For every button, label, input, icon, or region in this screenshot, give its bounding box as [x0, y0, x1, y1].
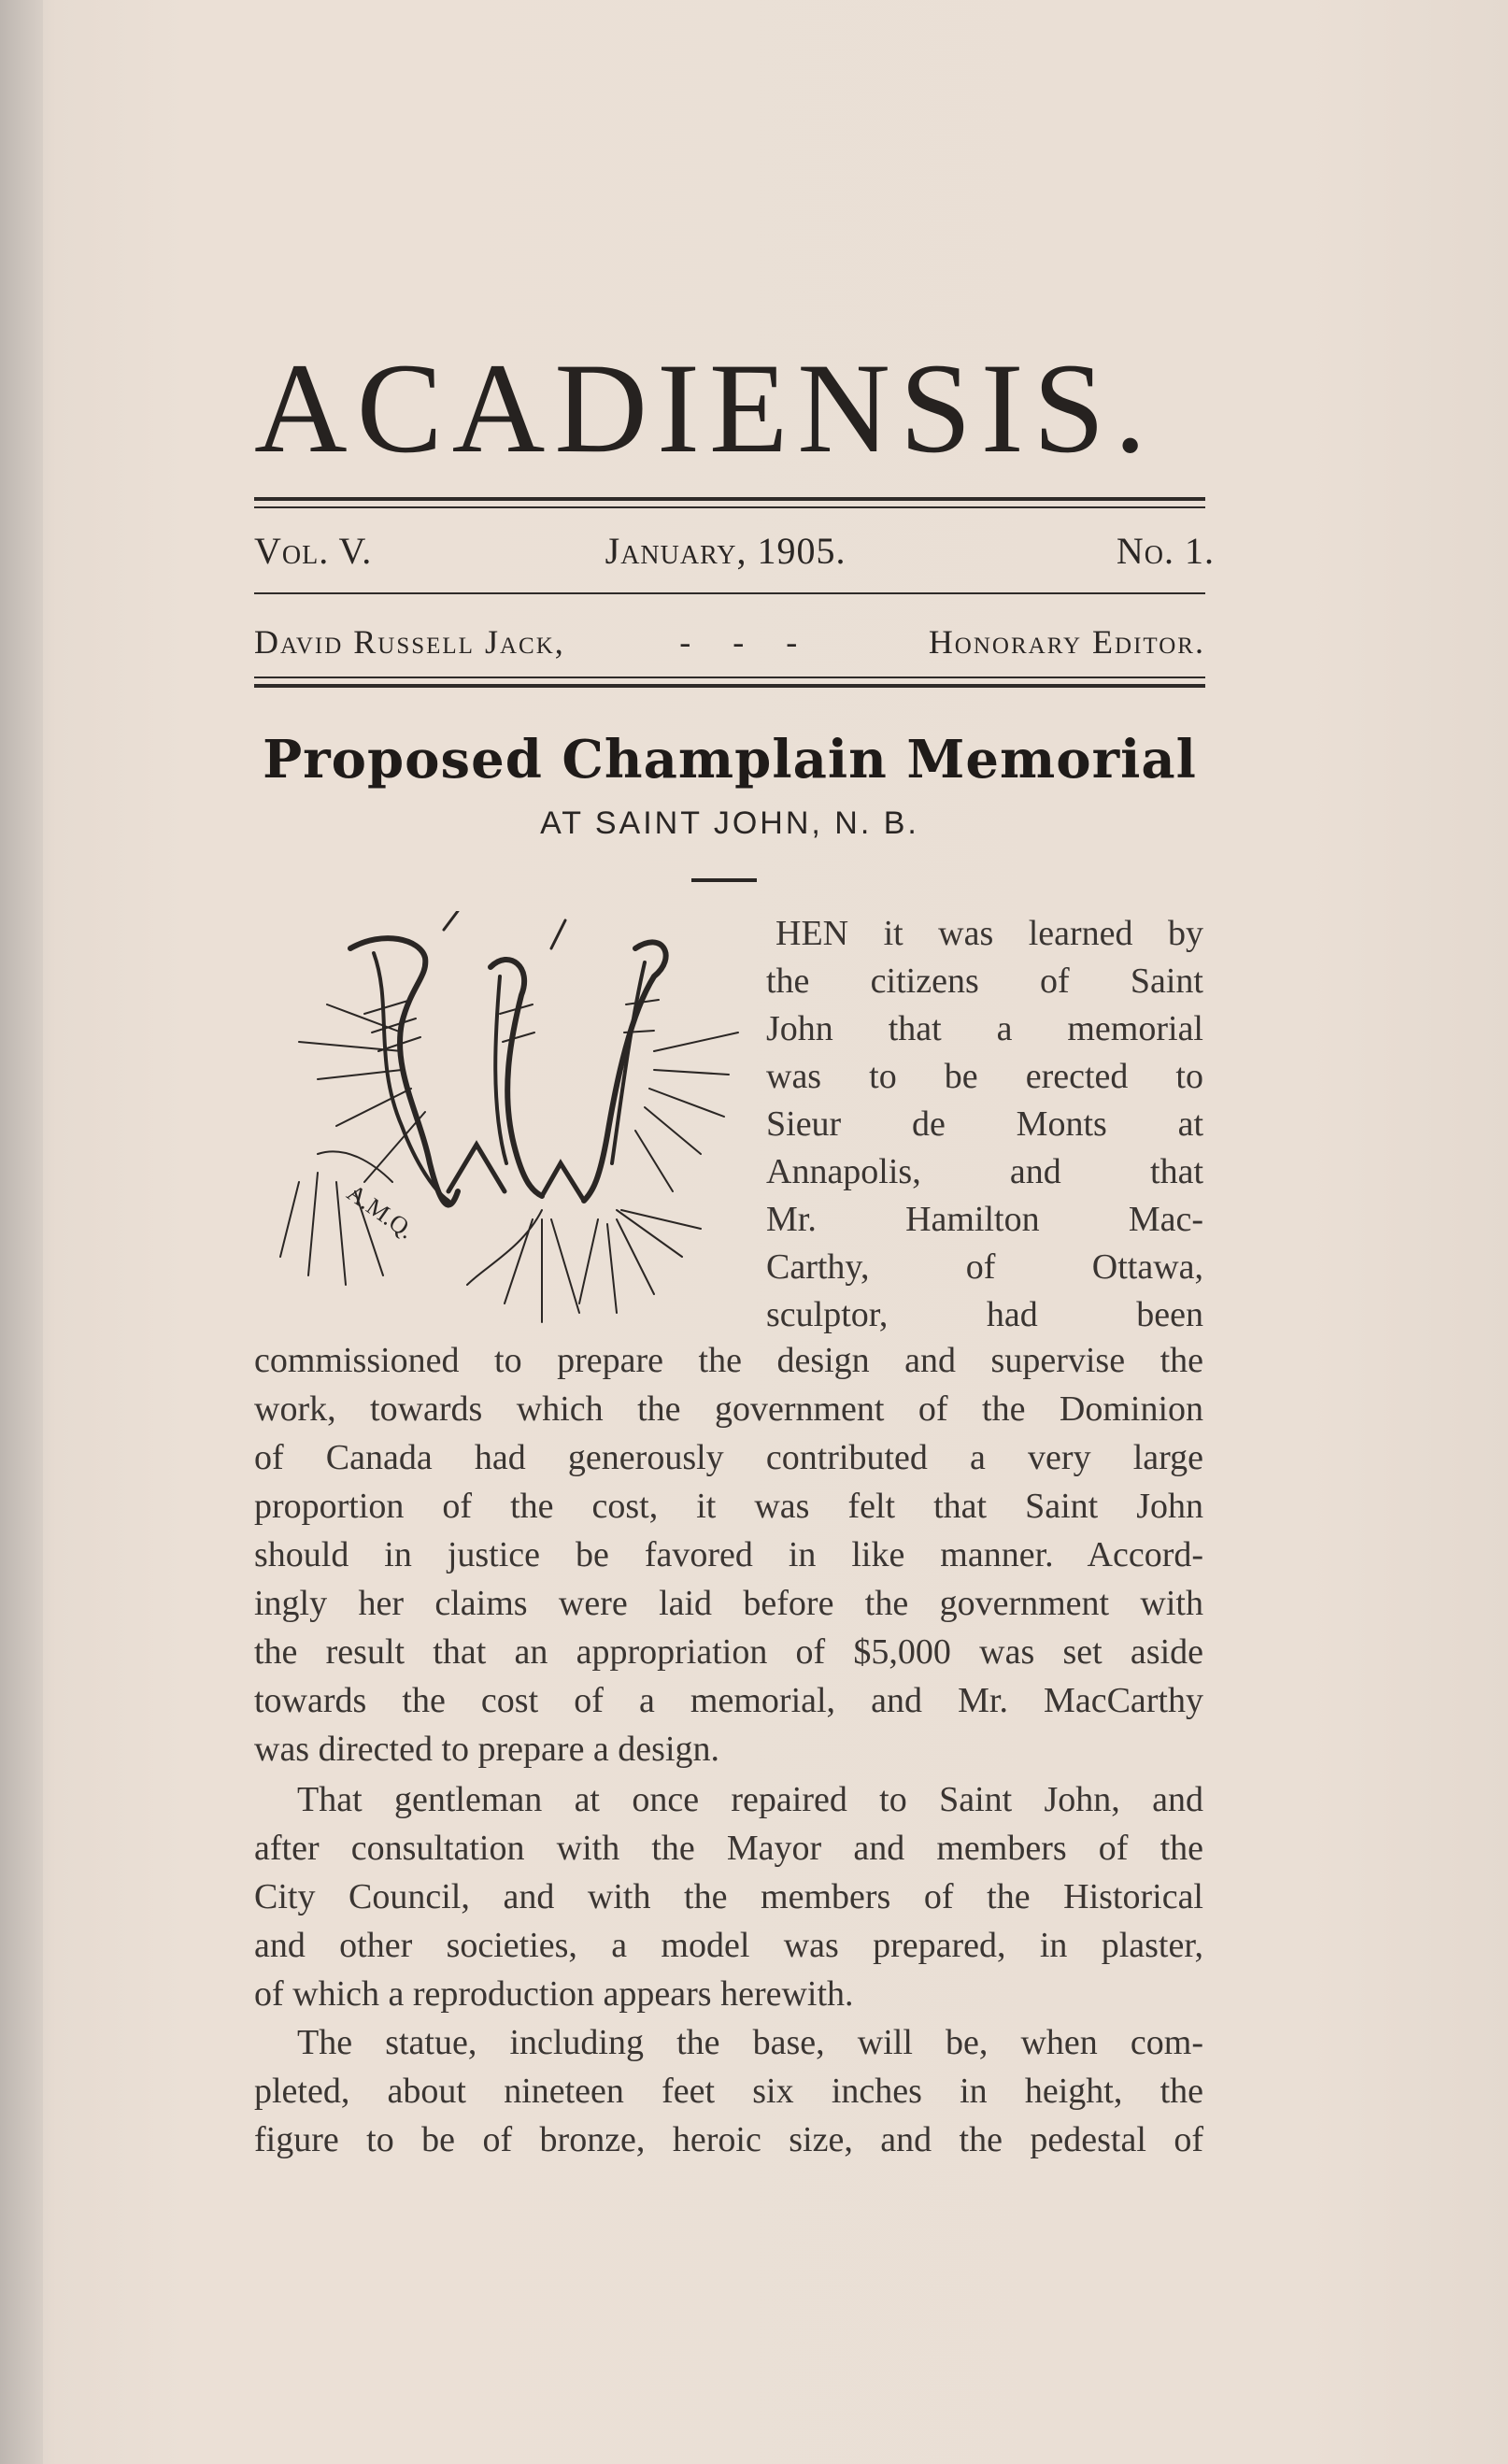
article-line: Carthy, of Ottawa,: [766, 1247, 1203, 1287]
issue-date: January, 1905.: [605, 530, 846, 572]
article-line: was directed to prepare a design.: [254, 1730, 720, 1769]
journal-masthead: ACADIENSIS.: [254, 336, 1156, 479]
article-subtitle: AT SAINT JOHN, N. B.: [540, 805, 919, 841]
article-line: Mr. Hamilton Mac-: [766, 1200, 1203, 1239]
article-line: and other societies, a model was prepared, in plaster,: [254, 1926, 1203, 1965]
issue-number: No. 1.: [1116, 530, 1215, 572]
issue-divider: [254, 592, 1205, 594]
article-title: Proposed Champlain Memorial: [263, 729, 1197, 790]
article-line: HEN it was learned by: [775, 914, 1203, 953]
article-line: was to be erected to: [766, 1057, 1203, 1096]
masthead-rule-bottom: [254, 506, 1205, 508]
issue-info-row: [254, 529, 1215, 573]
title-ornament-dash: [691, 878, 757, 882]
article-line: towards the cost of a memorial, and Mr. MacCarthy: [254, 1681, 1203, 1720]
editor-role: Honorary Editor.: [928, 623, 1205, 661]
article-line: sculptor, had been: [766, 1295, 1203, 1334]
initial-signature: A.M.Q.: [342, 1178, 420, 1245]
editor-rule-bottom: [254, 684, 1205, 688]
article-line: of which a reproduction appears herewith.: [254, 1974, 854, 2014]
volume-label: Vol. V.: [254, 530, 373, 572]
article-line: Sieur de Monts at: [766, 1104, 1203, 1144]
article-line: The statue, including the base, will be, when com-: [297, 2023, 1203, 2062]
editor-dashes: - - -: [679, 623, 815, 661]
editor-row: [254, 622, 1205, 662]
article-line: figure to be of bronze, heroic size, and the pedestal of: [254, 2120, 1203, 2159]
article-line: That gentleman at once repaired to Saint John, and: [297, 1780, 1203, 1819]
editor-name: David Russell Jack,: [254, 623, 565, 661]
article-line: work, towards which the government of the Dominion: [254, 1389, 1203, 1429]
editor-rule-top: [254, 677, 1205, 678]
article-line: the result that an appropriation of $5,000 was set aside: [254, 1632, 1203, 1672]
article-line: Annapolis, and that: [766, 1152, 1203, 1191]
article-line: commissioned to prepare the design and supervise the: [254, 1341, 1203, 1380]
article-line: of Canada had generously contributed a very large: [254, 1438, 1203, 1477]
article-line: the citizens of Saint: [766, 961, 1203, 1001]
article-line: City Council, and with the members of the Historical: [254, 1877, 1203, 1916]
article-line: should in justice be favored in like manner. Accord-: [254, 1535, 1203, 1574]
article-line: pleted, about nineteen feet six inches in height, the: [254, 2072, 1203, 2111]
article-line: proportion of the cost, it was felt that Saint John: [254, 1487, 1203, 1526]
decorative-initial-w-illustration: [262, 911, 757, 1341]
article-line: ingly her claims were laid before the government with: [254, 1584, 1203, 1623]
article-line: John that a memorial: [766, 1009, 1203, 1048]
book-gutter: [0, 0, 43, 2464]
masthead-rule-top: [254, 497, 1205, 501]
article-line: after consultation with the Mayor and members of the: [254, 1829, 1203, 1868]
